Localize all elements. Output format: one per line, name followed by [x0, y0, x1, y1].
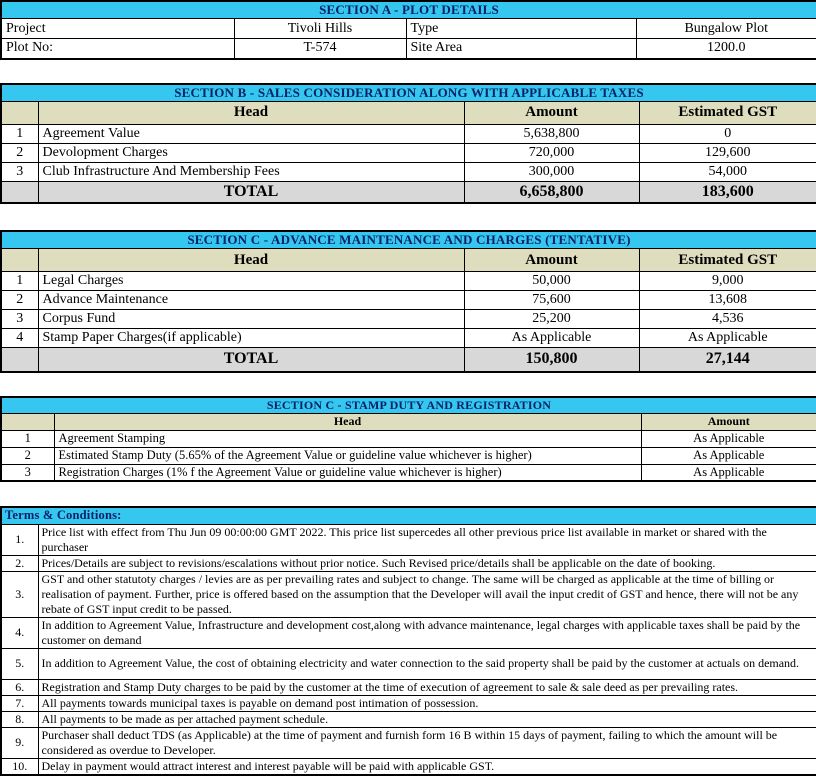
total-row — [1, 181, 816, 203]
table-row — [1, 430, 816, 447]
row-amount: 25,200 — [464, 310, 639, 329]
row-gst: 54,000 — [639, 162, 816, 181]
num-column-header — [1, 413, 54, 430]
total-gst: 183,600 — [639, 181, 816, 203]
table-row — [1, 272, 816, 291]
term-number: 1. — [1, 524, 38, 555]
row-head: Agreement Stamping — [54, 430, 641, 447]
term-text: GST and other statutoty charges / levies are as per prevailing rates and subject to change. The same will be charged as applicable at the time of billing or realisation of payment. Further, price is offered based on the assumption that the Developer will avail the input credit of GST and hence, there will not be any rebate of GST input credit to be passed. — [38, 571, 816, 617]
terms-conditions-table — [0, 506, 816, 776]
table-row — [1, 464, 816, 481]
row-amount: 720,000 — [464, 143, 639, 162]
term-text: In addition to Agreement Value, the cost of obtaining electricity and water connection to the said property shall be paid by the customer at actuals on demand. — [38, 648, 816, 679]
row-amount: 5,638,800 — [464, 124, 639, 143]
plot-details-table — [0, 0, 816, 60]
terms-item — [1, 617, 816, 648]
row-amount: As Applicable — [641, 447, 816, 464]
row-head: Stamp Paper Charges(if applicable) — [38, 329, 464, 348]
row-head: Corpus Fund — [38, 310, 464, 329]
terms-header — [1, 507, 816, 524]
column-header-row — [1, 413, 816, 430]
terms-item — [1, 711, 816, 727]
row-head: Devolopment Charges — [38, 143, 464, 162]
section-b-header — [1, 84, 816, 102]
amount-column-header: Amount — [641, 413, 816, 430]
head-column-header: Head — [38, 101, 464, 124]
row-head: Legal Charges — [38, 272, 464, 291]
row-head: Advance Maintenance — [38, 291, 464, 310]
site-area-value: 1200.0 — [636, 39, 816, 59]
term-number: 7. — [1, 695, 38, 711]
row-number: 4 — [1, 329, 38, 348]
sales-consideration-table — [0, 83, 816, 205]
term-text: Prices/Details are subject to revisions/escalations without prior notice. Such Revised price/details shall be applicable on the date of booking. — [38, 555, 816, 571]
table-row — [1, 447, 816, 464]
term-text: Delay in payment would attract interest and interest payable will be paid with applicable GST. — [38, 758, 816, 775]
amount-column-header: Amount — [464, 101, 639, 124]
row-number: 1 — [1, 430, 54, 447]
term-number: 4. — [1, 617, 38, 648]
stamp-section-header — [1, 397, 816, 414]
term-text: Registration and Stamp Duty charges to be paid by the customer at the time of execution of agreement to sale & sale deed as per prevailing rates. — [38, 679, 816, 695]
total-label: TOTAL — [38, 348, 464, 372]
row-head: Registration Charges (1% f the Agreement Value or guideline value whichever is higher) — [54, 464, 641, 481]
column-header-row — [1, 101, 816, 124]
table-row — [1, 124, 816, 143]
table-row — [1, 329, 816, 348]
row-amount: 75,600 — [464, 291, 639, 310]
section-a-header — [1, 1, 816, 19]
term-text: All payments to be made as per attached payment schedule. — [38, 711, 816, 727]
advance-maintenance-table — [0, 230, 816, 373]
project-value: Tivoli Hills — [234, 19, 406, 39]
terms-item — [1, 648, 816, 679]
row-head: Club Infrastructure And Membership Fees — [38, 162, 464, 181]
row-number: 3 — [1, 162, 38, 181]
table-row — [1, 143, 816, 162]
num-column-header — [1, 101, 38, 124]
term-number: 2. — [1, 555, 38, 571]
head-column-header: Head — [54, 413, 641, 430]
term-number: 9. — [1, 727, 38, 758]
row-number: 1 — [1, 272, 38, 291]
num-column-header — [1, 249, 38, 272]
type-value: Bungalow Plot — [636, 19, 816, 39]
term-number: 10. — [1, 758, 38, 775]
terms-item — [1, 695, 816, 711]
term-number: 6. — [1, 679, 38, 695]
row-number: 1 — [1, 124, 38, 143]
row-gst: 4,536 — [639, 310, 816, 329]
gst-column-header: Estimated GST — [639, 249, 816, 272]
row-gst: 9,000 — [639, 272, 816, 291]
terms-item — [1, 524, 816, 555]
plot-no-value: T-574 — [234, 39, 406, 59]
row-amount: 50,000 — [464, 272, 639, 291]
term-text: Purchaser shall deduct TDS (as Applicable) at the time of payment and furnish form 16 B within 15 days of payment, failing to which the amount will be considered as overdue to Developer. — [38, 727, 816, 758]
row-gst: 0 — [639, 124, 816, 143]
head-column-header: Head — [38, 249, 464, 272]
terms-item — [1, 758, 816, 775]
term-number: 8. — [1, 711, 38, 727]
row-amount: As Applicable — [641, 430, 816, 447]
term-number: 3. — [1, 571, 38, 617]
row-gst: 129,600 — [639, 143, 816, 162]
total-amount: 150,800 — [464, 348, 639, 372]
row-amount: As Applicable — [464, 329, 639, 348]
section-c-header — [1, 231, 816, 249]
terms-title: Terms & Conditions: — [1, 507, 816, 524]
terms-item — [1, 571, 816, 617]
site-area-label: Site Area — [406, 39, 636, 59]
table-row — [1, 310, 816, 329]
table-row — [1, 39, 816, 59]
terms-item — [1, 679, 816, 695]
row-number: 2 — [1, 291, 38, 310]
section-a-title: SECTION A - PLOT DETAILS — [1, 1, 816, 19]
amount-column-header: Amount — [464, 249, 639, 272]
project-label: Project — [1, 19, 234, 39]
total-amount: 6,658,800 — [464, 181, 639, 203]
type-label: Type — [406, 19, 636, 39]
row-gst: As Applicable — [639, 329, 816, 348]
term-number: 5. — [1, 648, 38, 679]
section-b-title: SECTION B - SALES CONSIDERATION ALONG WITH APPLICABLE TAXES — [1, 84, 816, 102]
row-number: 2 — [1, 447, 54, 464]
column-header-row — [1, 249, 816, 272]
row-amount: 300,000 — [464, 162, 639, 181]
row-amount: As Applicable — [641, 464, 816, 481]
row-gst: 13,608 — [639, 291, 816, 310]
table-row — [1, 162, 816, 181]
term-text: All payments towards municipal taxes is payable on demand post intimation of possession. — [38, 695, 816, 711]
terms-item — [1, 555, 816, 571]
terms-item — [1, 727, 816, 758]
section-c-title: SECTION C - ADVANCE MAINTENANCE AND CHARGES (TENTATIVE) — [1, 231, 816, 249]
total-gst: 27,144 — [639, 348, 816, 372]
total-row — [1, 348, 816, 372]
stamp-section-title: SECTION C - STAMP DUTY AND REGISTRATION — [1, 397, 816, 414]
term-text: In addition to Agreement Value, Infrastructure and development cost,along with advance maintenance, legal charges with applicable taxes shall be paid by the customer on demand — [38, 617, 816, 648]
plot-no-label: Plot No: — [1, 39, 234, 59]
table-row — [1, 291, 816, 310]
term-text: Price list with effect from Thu Jun 09 00:00:00 GMT 2022. This price list supercedes all other previous price list available in market or shared with the purchaser — [38, 524, 816, 555]
row-number: 3 — [1, 310, 38, 329]
row-number: 2 — [1, 143, 38, 162]
stamp-duty-table — [0, 396, 816, 483]
gst-column-header: Estimated GST — [639, 101, 816, 124]
row-head: Estimated Stamp Duty (5.65% of the Agreement Value or guideline value whichever is higher) — [54, 447, 641, 464]
total-label: TOTAL — [38, 181, 464, 203]
row-head: Agreement Value — [38, 124, 464, 143]
table-row — [1, 19, 816, 39]
row-number: 3 — [1, 464, 54, 481]
